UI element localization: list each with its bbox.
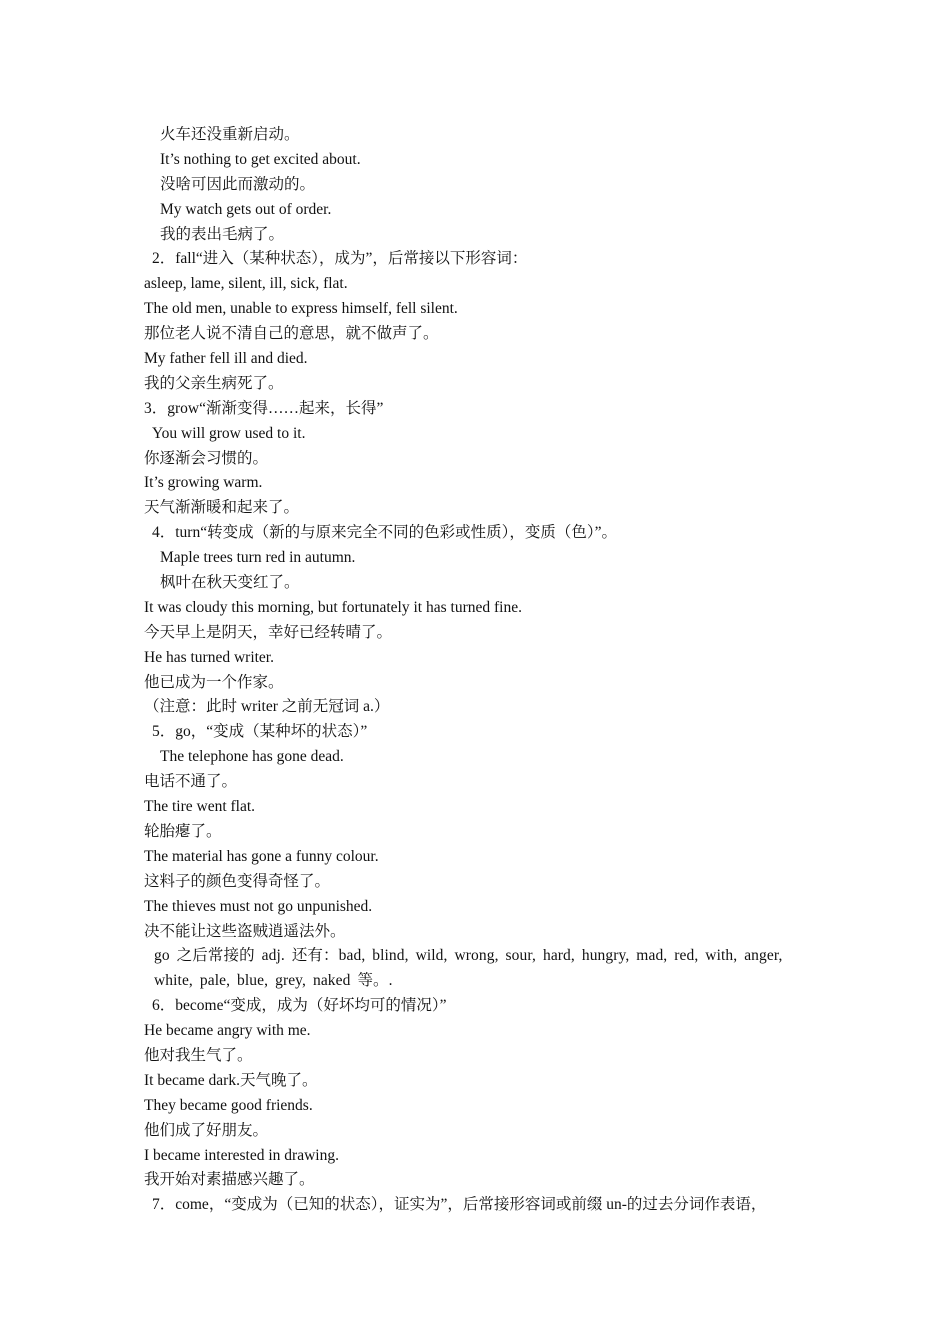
text-line: The material has gone a funny colour. (144, 847, 379, 865)
text-line: 那位老人说不清自己的意思，就不做声了。 (144, 325, 439, 343)
text-line: My father fell ill and died. (144, 350, 308, 368)
text-line: The thieves must not go unpunished. (144, 897, 373, 915)
text-line: He has turned writer. (144, 648, 274, 666)
text-line: 6．become“变成，成为（好坏均可的情况）” (152, 997, 447, 1015)
text-line: He became angry with me. (144, 1022, 311, 1040)
text-line: 2．fall“进入（某种状态），成为”，后常接以下形容词： (152, 250, 528, 268)
text-line: My watch gets out of order. (160, 200, 332, 218)
text-line: 决不能让这些盗贼逍遥法外。 (144, 922, 346, 940)
text-line: 7．come，“变成为（已知的状态），证实为”，后常接形容词或前缀 un-的过去分词作表语， (152, 1196, 767, 1214)
text-line: 轮胎瘪了。 (144, 822, 222, 840)
text-line: The telephone has gone dead. (160, 748, 344, 766)
text-line: It was cloudy this morning, but fortunately it has turned fine. (144, 598, 522, 616)
text-line: 你逐渐会习惯的。 (144, 449, 269, 467)
text-line: I became interested in drawing. (144, 1146, 339, 1164)
text-line: 天气渐渐暖和起来了。 (144, 499, 300, 517)
text-block-1 (144, 123, 814, 944)
text-line: 火车还没重新启动。 (160, 126, 300, 143)
document-body (144, 123, 814, 1218)
text-line: 我的父亲生病死了。 (144, 374, 284, 392)
text-line: （注意：此时 writer 之前无冠词 a.） (144, 698, 390, 716)
text-line: 他对我生气了。 (144, 1046, 253, 1064)
text-line: 今天早上是阴天，幸好已经转晴了。 (144, 623, 393, 641)
text-line: 他们成了好朋友。 (144, 1121, 269, 1139)
text-line: It’s nothing to get excited about. (160, 150, 361, 168)
text-line: 没啥可因此而激动的。 (160, 175, 316, 193)
text-line: 这料子的颜色变得奇怪了。 (144, 872, 331, 890)
text-line: You will grow used to it. (152, 424, 306, 442)
text-line: 电话不通了。 (144, 773, 238, 791)
text-line: The old men, unable to express himself, fell silent. (144, 300, 458, 318)
text-block-2 (144, 994, 814, 1218)
text-line: It’s growing warm. (144, 474, 263, 492)
text-line: 4．turn“转变成（新的与原来完全不同的色彩或性质），变质（色）”。 (152, 524, 617, 542)
text-line: 他已成为一个作家。 (144, 673, 284, 691)
text-line: 枫叶在秋天变红了。 (160, 574, 300, 592)
text-line: The tire went flat. (144, 798, 256, 816)
text-line: Maple trees turn red in autumn. (160, 549, 356, 567)
text-line: 我开始对素描感兴趣了。 (144, 1171, 315, 1189)
text-line: 我的表出毛病了。 (160, 225, 285, 243)
paragraph-go-adjectives: go 之后常接的 adj. 还有：bad, blind, wild, wrong, sour, hard, hungry, mad, red, with, anger, white, pale, blue, grey, naked 等。. (154, 947, 783, 990)
text-line: They became good friends. (144, 1096, 313, 1114)
text-line: 5．go，“变成（某种坏的状态）” (152, 723, 368, 741)
text-line: It became dark.天气晚了。 (144, 1071, 318, 1089)
text-line: asleep, lame, silent, ill, sick, flat. (144, 275, 348, 293)
text-line: 3．grow“渐渐变得……起来，长得” (144, 399, 384, 417)
